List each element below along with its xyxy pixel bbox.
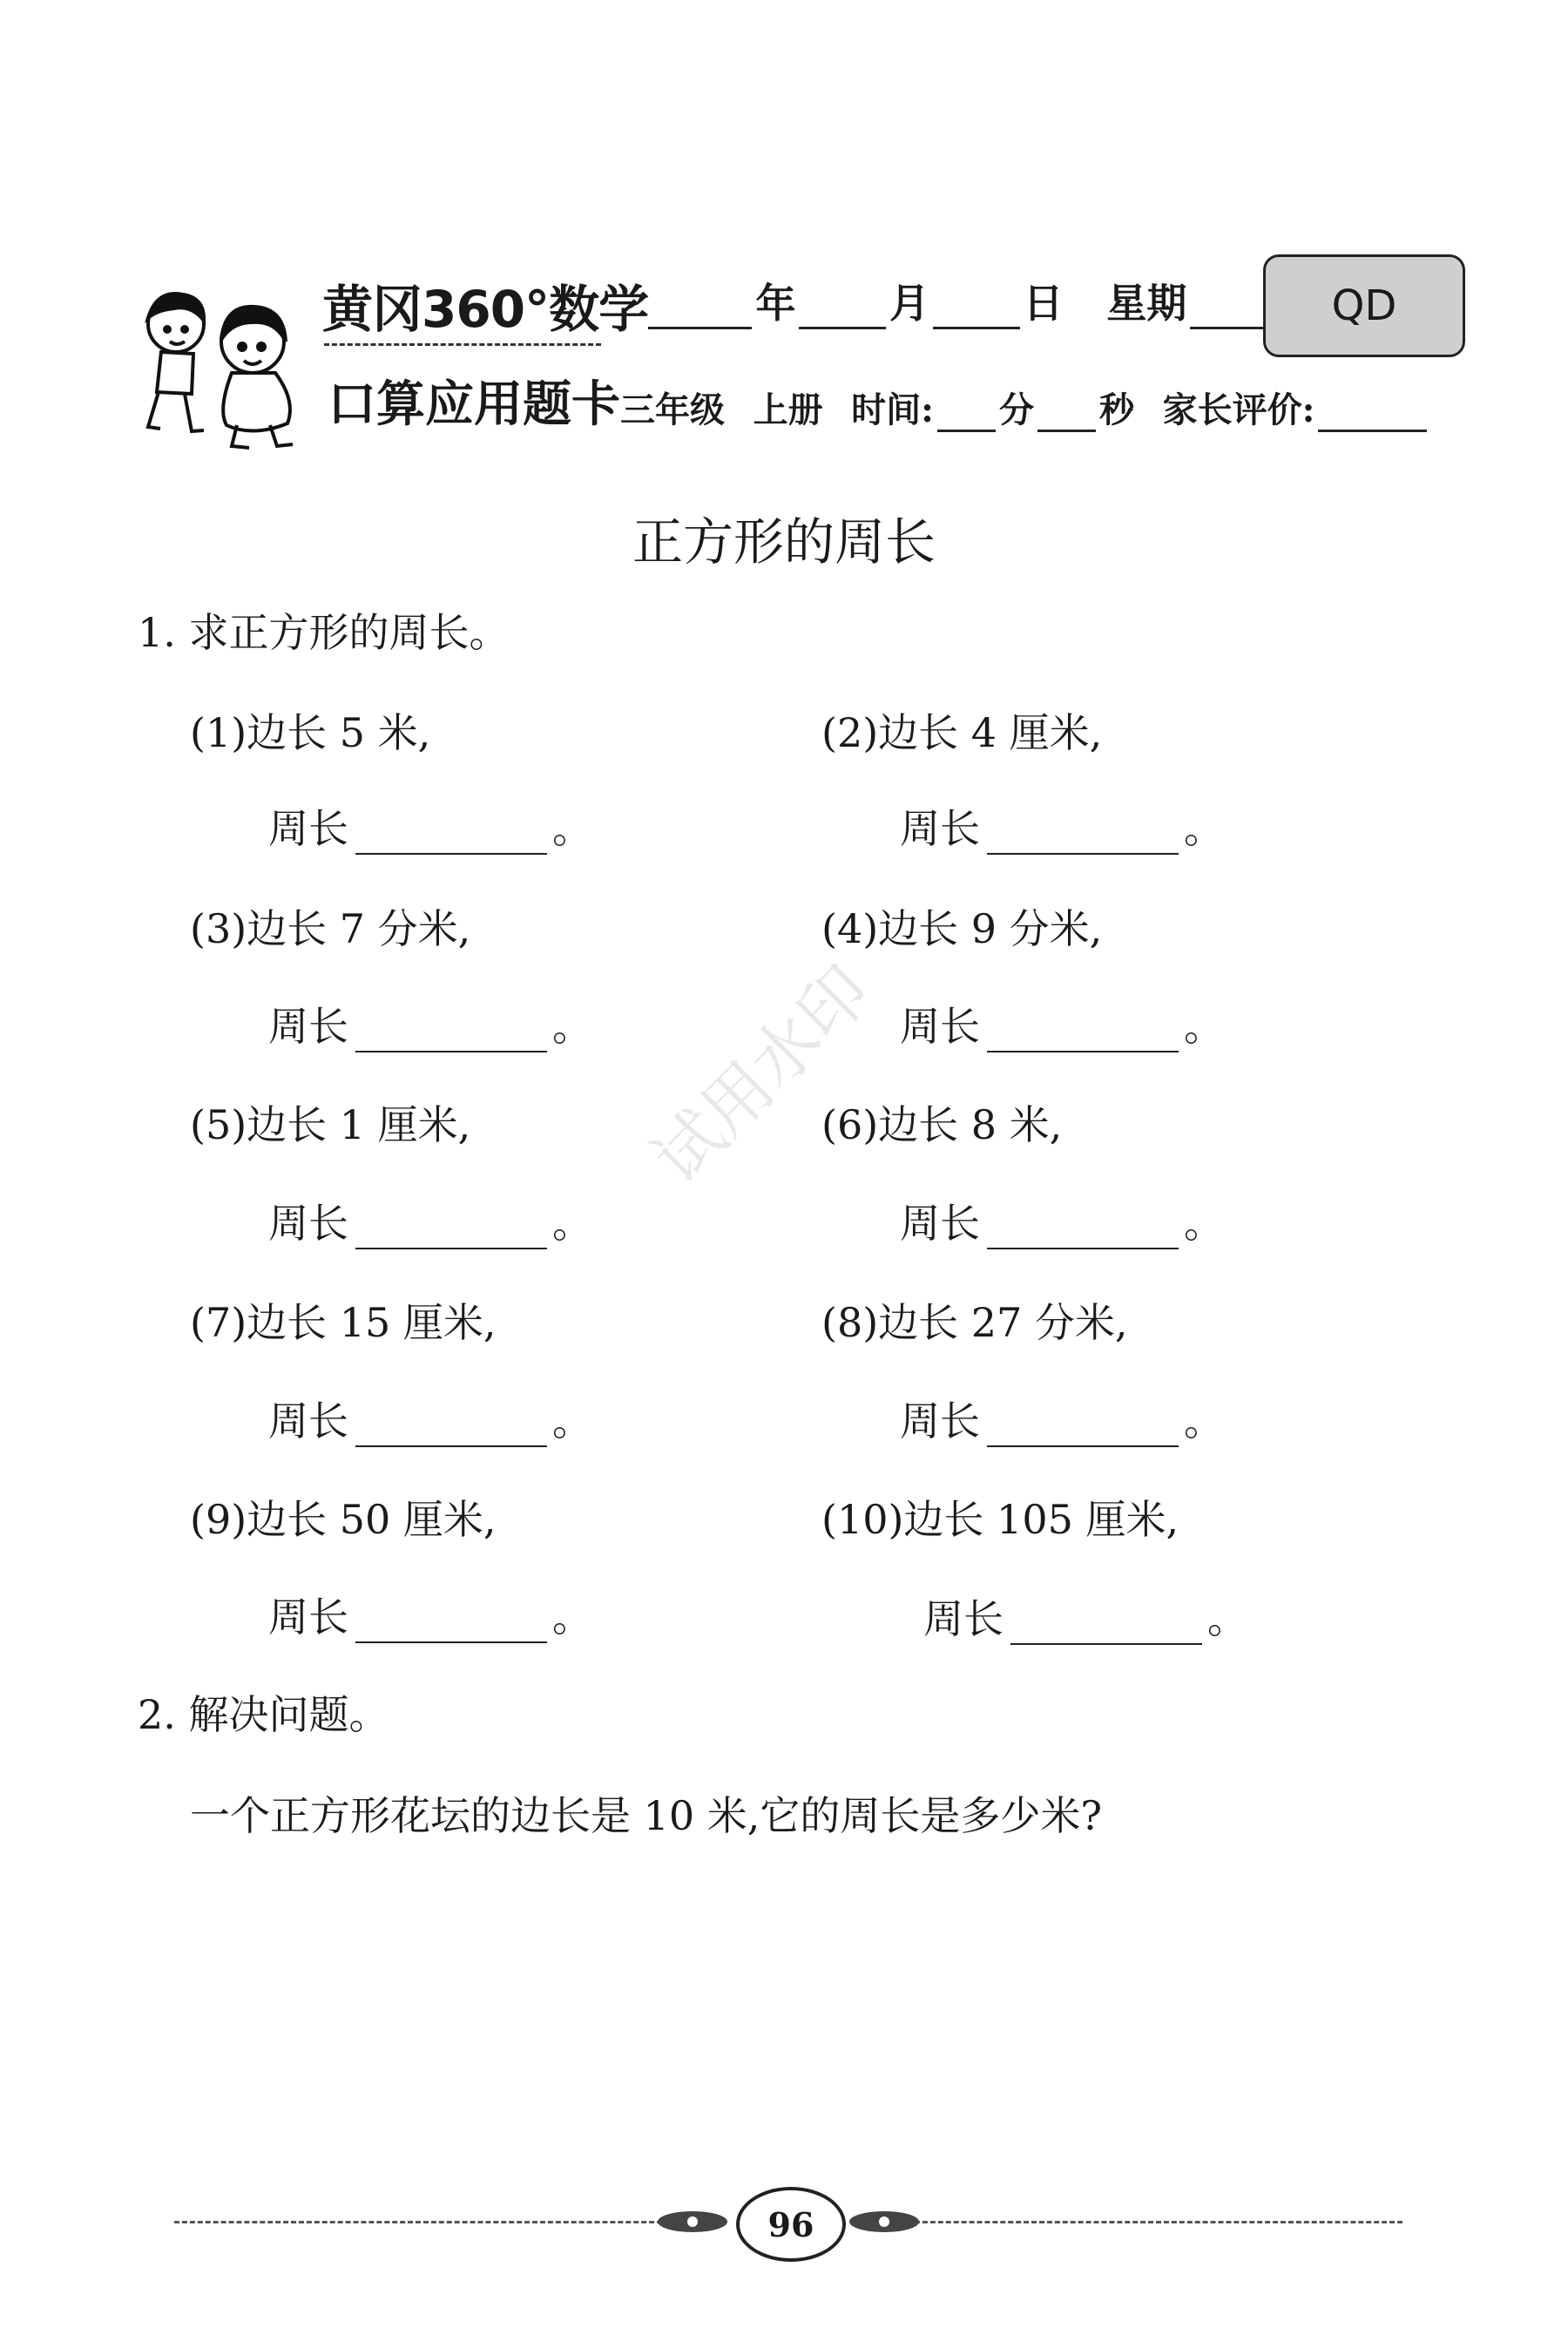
exercise-5: (5)边长 1 厘米, — [190, 1101, 471, 1148]
edition-badge: QD — [1263, 254, 1465, 357]
section1-heading: 1. 求正方形的周长。 — [138, 609, 510, 656]
exercise-3: (3)边长 7 分米, — [190, 905, 471, 952]
time-label: 时间: — [851, 389, 934, 430]
answer-row-6 — [900, 1192, 1224, 1249]
answer-blank-10[interactable] — [1010, 1608, 1202, 1645]
answer-row-7 — [268, 1390, 592, 1447]
parent-eval-label: 家长评价: — [1162, 389, 1315, 430]
answer-label: 周长 — [268, 805, 348, 852]
answer-row-10 — [923, 1587, 1247, 1645]
answer-blank-3[interactable] — [355, 1016, 547, 1052]
answer-blank-5[interactable] — [355, 1213, 547, 1249]
answer-label: 周长 — [900, 805, 980, 852]
answer-end: 。 — [552, 805, 592, 852]
answer-row-4 — [900, 995, 1224, 1052]
answer-label: 周长 — [268, 1200, 348, 1247]
answer-label: 周长 — [900, 1397, 980, 1445]
answer-label: 周长 — [268, 1397, 348, 1445]
parent-eval-blank — [1318, 396, 1427, 432]
brand-divider — [324, 343, 601, 346]
answer-blank-9[interactable] — [355, 1607, 547, 1643]
year-blank — [648, 288, 752, 329]
brand-subtitle: 口算应用题卡 — [328, 376, 620, 433]
answer-end: 。 — [1207, 1595, 1247, 1642]
answer-blank-4[interactable] — [987, 1016, 1179, 1052]
answer-blank-8[interactable] — [987, 1411, 1179, 1447]
exercise-9: (9)边长 50 厘米, — [190, 1496, 497, 1543]
answer-label: 周长 — [268, 1003, 348, 1050]
answer-label: 周长 — [900, 1003, 980, 1050]
day-blank — [933, 288, 1020, 329]
minutes-label: 分 — [999, 389, 1034, 430]
grade-label: 三年级 — [620, 389, 725, 430]
exercise-7: (7)边长 15 厘米, — [190, 1299, 497, 1346]
section2-heading: 2. 解决问题。 — [138, 1691, 389, 1738]
answer-end: 。 — [552, 1397, 592, 1445]
month-blank — [799, 288, 886, 329]
exercise-4: (4)边长 9 分米, — [821, 905, 1103, 952]
answer-end: 。 — [1184, 805, 1224, 852]
page-number: 96 — [736, 2187, 846, 2262]
seconds-label: 秒 — [1099, 389, 1135, 430]
answer-blank-1[interactable] — [355, 818, 547, 855]
answer-label: 周长 — [900, 1200, 980, 1247]
answer-end: 。 — [1184, 1200, 1224, 1247]
answer-row-8 — [900, 1390, 1224, 1447]
answer-label: 周长 — [923, 1595, 1004, 1642]
footer-divider-right — [915, 2221, 1402, 2223]
kids-mascot-illustration — [122, 279, 331, 453]
footer-divider-left — [174, 2221, 662, 2223]
answer-end: 。 — [552, 1003, 592, 1050]
answer-row-2 — [900, 797, 1224, 855]
exercise-10: (10)边长 105 厘米, — [821, 1496, 1179, 1543]
month-label: 月 — [889, 280, 930, 327]
weekday-label: 星期 — [1106, 280, 1187, 327]
answer-blank-2[interactable] — [987, 818, 1179, 855]
year-label: 年 — [755, 280, 796, 327]
trial-watermark: 试用水印 — [638, 951, 886, 1200]
exercise-8: (8)边长 27 分米, — [821, 1299, 1128, 1346]
weekday-blank — [1190, 288, 1268, 329]
day-label: 日 — [1023, 280, 1064, 327]
exercise-6: (6)边长 8 米, — [821, 1101, 1063, 1148]
answer-blank-6[interactable] — [987, 1213, 1179, 1249]
seconds-blank — [1037, 396, 1096, 432]
date-row — [645, 277, 1272, 329]
exercise-2: (2)边长 4 厘米, — [821, 709, 1103, 756]
answer-end: 。 — [552, 1200, 592, 1247]
answer-row-3 — [268, 995, 592, 1052]
answer-end: 。 — [1184, 1003, 1224, 1050]
brand-title: 黄冈360°数学 — [322, 280, 649, 339]
info-row — [620, 380, 1430, 432]
minutes-blank — [937, 396, 996, 432]
answer-blank-7[interactable] — [355, 1411, 547, 1447]
answer-end: 。 — [1184, 1397, 1224, 1445]
answer-row-1 — [268, 797, 592, 855]
page-title: 正方形的周长 — [632, 512, 936, 572]
answer-row-9 — [268, 1586, 592, 1643]
answer-end: 。 — [552, 1594, 592, 1641]
word-problem: 一个正方形花坛的边长是 10 米,它的周长是多少米? — [190, 1792, 1103, 1839]
exercise-1: (1)边长 5 米, — [190, 709, 431, 756]
volume-label: 上册 — [753, 389, 823, 430]
answer-label: 周长 — [268, 1594, 348, 1641]
answer-row-5 — [268, 1192, 592, 1249]
